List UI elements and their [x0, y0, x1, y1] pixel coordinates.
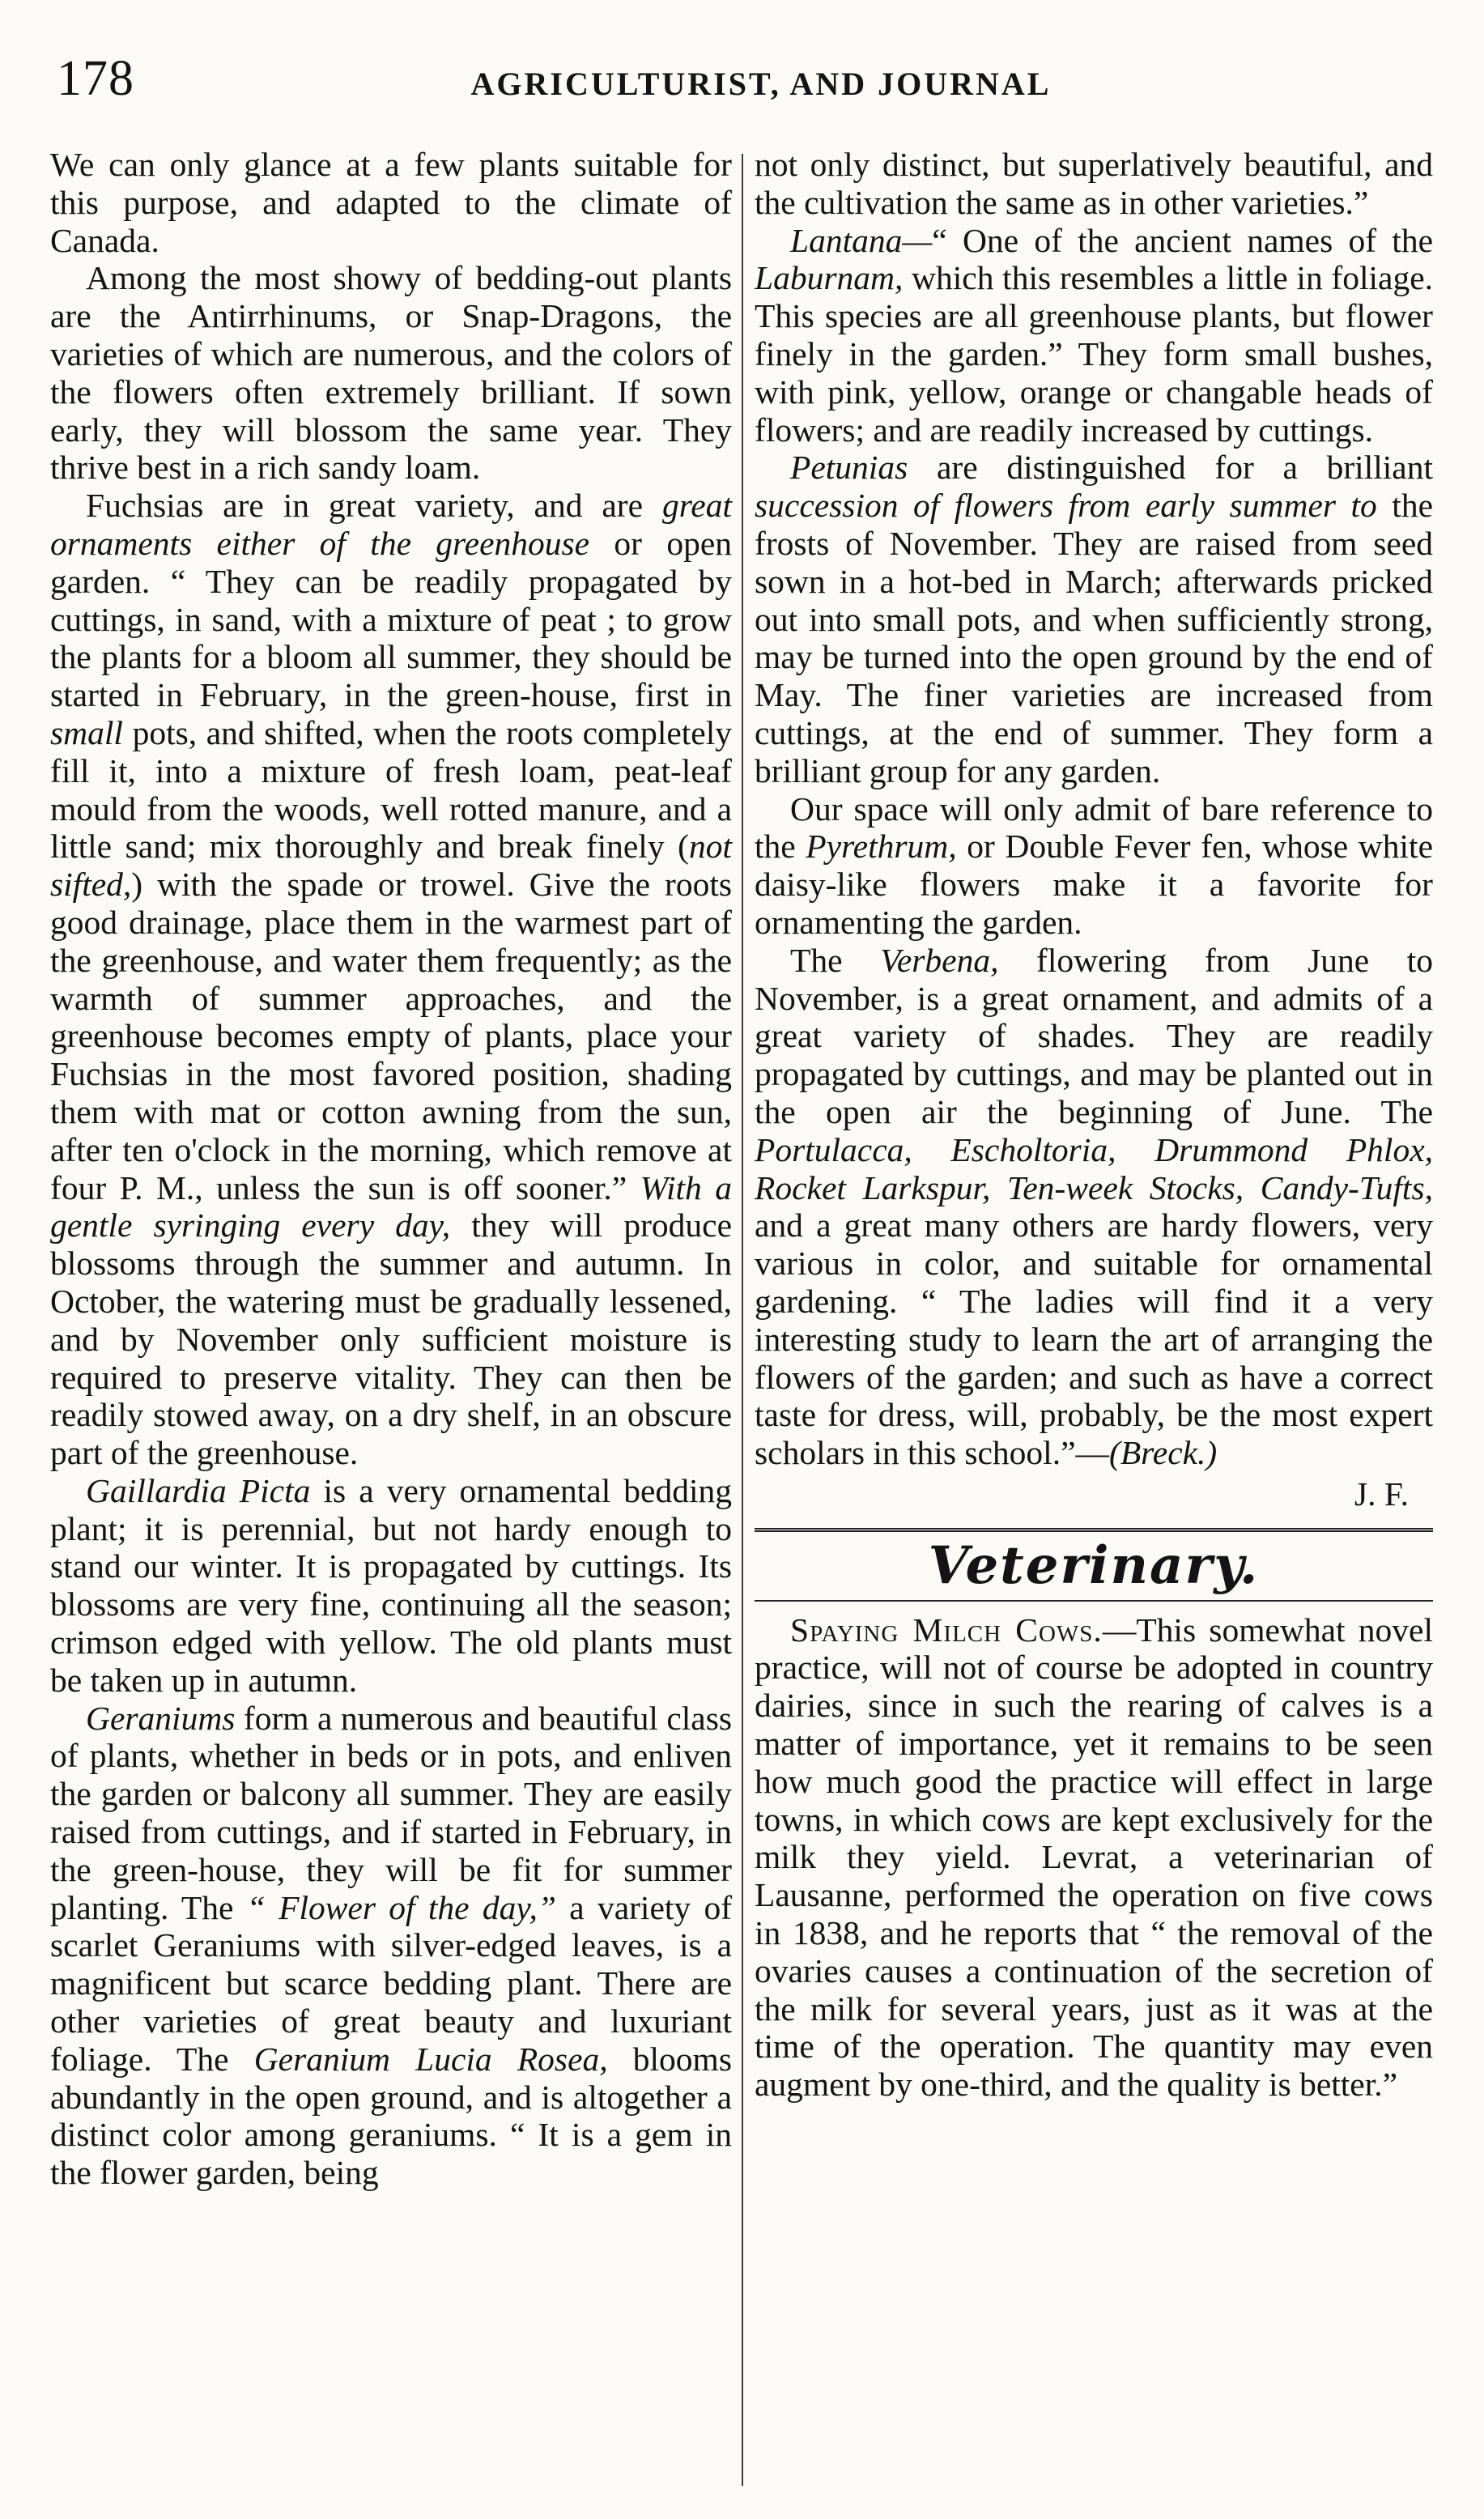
page-header [49, 50, 1441, 123]
section-rule [755, 1600, 1433, 1602]
paragraph-spaying-milch-cows [755, 1611, 1433, 2104]
plant-name: Gaillardia Picta [86, 1471, 311, 1509]
text: form a numerous and beautiful class of plants, whether in beds or in pots, and enliven the garden or balcony all summer. They are easily raised from cuttings, and if started in February, in the green-house, they will be fit for summer planting. The [50, 1699, 732, 1926]
text: they will produce blossoms through the summer and autumn. In October, the watering must be gradually lessened, and by November only sufficient moisture is required to preserve vitality. They can then be readily stowed away, on a dry shelf, in an obscure part of the greenhouse. [50, 1206, 733, 1472]
paragraph-pyrethrum [755, 790, 1433, 942]
italic-text: Geranium Lucia Rosea, [253, 2040, 608, 2078]
italic-text: “ Flower of the day,” [246, 1888, 556, 1926]
text: or Double Fever fen, whose white daisy-like flowers make it a favorite for ornamenting the garden. [755, 828, 1433, 941]
italic-text: great ornaments either of the greenhouse [50, 487, 732, 562]
citation: (Breck.) [1109, 1434, 1218, 1472]
text: blooms abundantly in the open ground, and is altogether a distinct color among geraniums. “ It is a gem in the flower garden, being [50, 2040, 732, 2192]
italic-text: Portulacca, Escholtoria, Drummond Phlox, Rocket Larkspur, Ten-week Stocks, Candy-Tufts, [755, 1130, 1433, 1206]
article-title: Spaying Milch Cows. [790, 1611, 1103, 1649]
text: We can only glance at a few plants suitable for this purpose, and adapted to the climate of Canada. [50, 146, 732, 259]
text: are distinguished for a brilliant [936, 449, 1434, 487]
paragraph-verbena [755, 942, 1433, 1472]
text: Fuchsias are in great variety, and are [86, 487, 644, 525]
text: or open garden. “ They can be readily propagated by cuttings, in sand, with a mixture of peat ; to grow the plants for a bloom all summer, they should be started in February, in the green-house, first in [50, 524, 732, 714]
text: the frosts of November. They are raised from seed sown in a hot-bed in March; afterwards pricked out into small pots, and when sufficiently strong, may be turned into the open ground by the end of May. The finer varieties are increased from cuttings, at the end of summer. They form a brilliant group for any garden. [755, 487, 1433, 789]
text: not only distinct, but superlatively beautiful, and the cultivation the same as in other varieties.” [755, 146, 1433, 221]
section-heading-veterinary: Veterinary. [928, 1534, 1260, 1596]
text: —This somewhat novel practice, will not of course be adopted in country dairies, since in such the rearing of calves is a matter of importance, yet it remains to be seen how much good the practice will effect in large towns, in which cows are kept exclusively for the milk they yield. Levrat, a veterinarian of Lausanne, performed the operation on five cows in 1838, and he reports that “ the removal of the ovaries causes a continuation of the secretion of the milk for several years, just as it was at the time of the operation. The quantity may even augment by one-third, and the quality is better.” [755, 1611, 1433, 2104]
paragraph-gaillardia [50, 1472, 732, 1700]
column-divider [742, 154, 743, 2486]
text: ) with the spade or trowel. Give the roots good drainage, place them in the warmest part of the greenhouse, and water them frequently; as the warmth of summer approaches, and the greenhouse becomes empty of plants, place your Fuchsias in the most favored position, shading them with mat or cotton awning from the sun, after ten o'clock in the morning, which remove at four P. M., unless the sun is off sooner.” [50, 866, 732, 1206]
paragraph-petunias [755, 449, 1433, 789]
paragraph-intro [50, 146, 732, 259]
text: pots, and shifted, when the roots completely fill it, into a mixture of fresh loam, peat-leaf mould from the woods, well rotted manure, and a little sand; mix thoroughly and break finely ( [50, 713, 733, 866]
page-number: 178 [57, 51, 134, 106]
running-head: AGRICULTURIST, AND JOURNAL [470, 66, 1052, 102]
text: a variety of scarlet Geraniums with silver-edged leaves, is a magnificent but scarce bedding plant. There are other varieties of great beauty and luxuriant foliage. The [50, 1888, 733, 2078]
text: flowering from June to November, is a great ornament, and admits of a great variety of shades. They are readily propagated by cuttings, and may be planted out in the open air the beginning of June. The [755, 941, 1433, 1130]
paragraph-antirrhinums [50, 259, 732, 487]
text: which this resembles a little in foliage. This species are all greenhouse plants, but flower finely in the garden.” They form small bushes, with pink, yellow, orange or changable heads of flowers; and are readily increased by cuttings. [755, 259, 1434, 449]
plant-name: Lantana— [790, 221, 933, 259]
plant-name: Petunias [790, 449, 908, 487]
paragraph-fuchsias [50, 487, 732, 1472]
italic-text: Laburnam, [755, 259, 904, 297]
left-column [50, 146, 732, 2192]
text: The [790, 941, 843, 979]
text: and a great many others are hardy flowers, very various in color, and suitable for ornamental gardening. “ The ladies will find it a very interesting study to learn the art of arranging the flowers of the garden; and such as have a correct taste for dress, will, probably, be the most expert scholars in this school.”— [755, 1206, 1433, 1472]
plant-name: Geraniums [86, 1699, 236, 1737]
text: Among the most showy of bedding-out plants are the Antirrhinums, or Snap-Dragons, the varieties of which are numerous, and the colors of the flowers often extremely brilliant. If sown early, they will blossom the same year. They thrive best in a rich sandy loam. [50, 259, 732, 487]
paragraph-continued [755, 146, 1433, 222]
italic-text: small [50, 713, 123, 751]
text: is a very ornamental bedding plant; it is perennial, but not hardy enough to stand our winter. It is propagated by cuttings. Its blossoms are very fine, continuing all the season; crimson edged with yellow. The old plants must be taken up in autumn. [50, 1471, 733, 1699]
italic-text: succession of flowers from early summer to [755, 487, 1377, 525]
author-signature: J. F. [1354, 1474, 1409, 1513]
right-column [755, 146, 1433, 2104]
paragraph-geraniums [50, 1700, 732, 2192]
text: Our space will only admit of bare reference to the [755, 789, 1433, 866]
italic-text: With a gentle syringing every day, [50, 1168, 733, 1245]
paragraph-lantana [755, 222, 1433, 449]
text: “ One of the ancient names of the [932, 221, 1433, 259]
italic-text: Pyrethrum, [806, 828, 957, 866]
italic-text: not sifted, [50, 828, 732, 904]
italic-text: Verbena, [880, 941, 999, 979]
